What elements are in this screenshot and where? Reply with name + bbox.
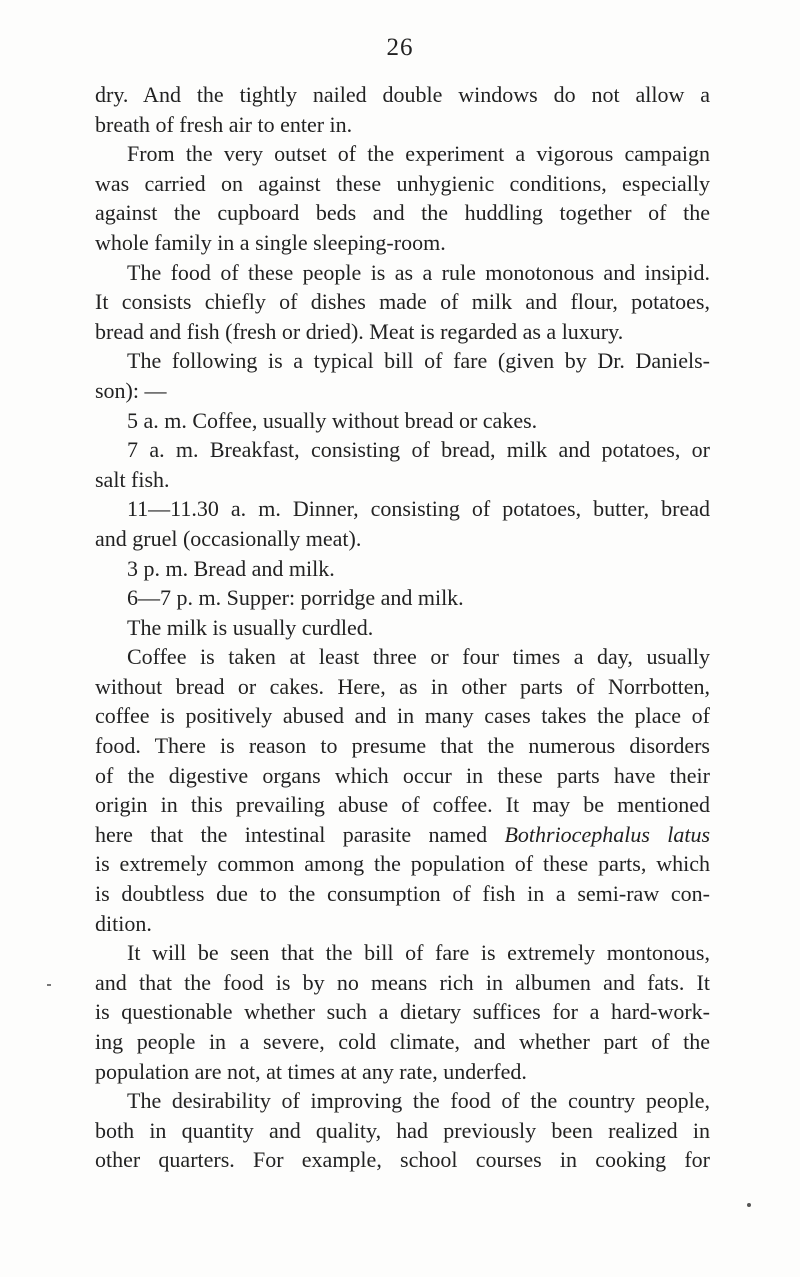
text-line: From the very outset of the experiment a vigorous campaign bbox=[127, 141, 710, 167]
text-line: origin in this prevailing abuse of coffee. It may be mentioned bbox=[95, 792, 710, 818]
margin-mark bbox=[47, 984, 51, 986]
text-line: 6—7 p. m. Supper: porridge and milk. bbox=[127, 585, 464, 611]
text-line: salt fish. bbox=[95, 466, 170, 492]
print-speck bbox=[747, 1203, 751, 1207]
text-line: The food of these people is as a rule monotonous and insipid. bbox=[127, 259, 710, 285]
text-line: The following is a typical bill of fare (given by Dr. Daniels- bbox=[127, 348, 710, 374]
text-line: food. There is reason to presume that the numerous disorders bbox=[95, 733, 710, 759]
meal-entry-6pm bbox=[95, 583, 710, 613]
text-line: 7 a. m. Breakfast, consisting of bread, milk and potatoes, or bbox=[127, 437, 710, 463]
paragraph-bill-assessment bbox=[95, 938, 710, 1086]
paragraph-food bbox=[95, 258, 710, 347]
text-line: of the digestive organs which occur in these parts have their bbox=[95, 762, 710, 788]
text-line-with-italic bbox=[95, 820, 710, 850]
text-line: 3 p. m. Bread and milk. bbox=[127, 555, 335, 581]
text-fragment: here that the intestinal parasite named bbox=[95, 821, 505, 847]
text-line: breath of fresh air to enter in. bbox=[95, 111, 353, 137]
paragraph-continuation bbox=[95, 80, 710, 139]
page-number: 26 bbox=[386, 34, 414, 61]
text-line: It will be seen that the bill of fare is extremely montonous, bbox=[127, 940, 710, 966]
text-line: It consists chiefly of dishes made of milk and flour, potatoes, bbox=[95, 289, 710, 315]
meal-entry-11am bbox=[95, 494, 710, 553]
text-line: The milk is usually curdled. bbox=[127, 614, 374, 640]
species-name: Bothriocephalus latus bbox=[504, 821, 711, 847]
text-line: population are not, at times at any rate, underfed. bbox=[95, 1058, 527, 1084]
text-line: bread and fish (fresh or dried). Meat is regarded as a luxury. bbox=[95, 318, 624, 344]
paragraph-coffee bbox=[95, 642, 710, 938]
text-line: ing people in a severe, cold climate, and whether part of the bbox=[95, 1029, 710, 1054]
paragraph-bill-intro bbox=[95, 346, 710, 405]
text-line: and gruel (occasionally meat). bbox=[95, 525, 362, 551]
text-line: whole family in a single sleeping-room. bbox=[95, 229, 446, 255]
meal-entry-7am bbox=[95, 435, 710, 494]
text-line: Coffee is taken at least three or four times a day, usually bbox=[127, 644, 710, 670]
text-line: both in quantity and quality, had previously been realized in bbox=[95, 1117, 710, 1143]
text-line: 5 a. m. Coffee, usually without bread or cakes. bbox=[127, 407, 538, 433]
paragraph-improving-food bbox=[95, 1086, 710, 1175]
text-line: was carried on against these unhygienic conditions, especially bbox=[95, 170, 710, 196]
text-line: is doubtless due to the consumption of fish in a semi-raw con- bbox=[95, 881, 710, 907]
text-line: against the cupboard beds and the huddling together of the bbox=[95, 200, 710, 226]
text-line: son): — bbox=[95, 377, 167, 403]
text-line: and that the food is by no means rich in albumen and fats. It bbox=[95, 969, 710, 995]
text-line: without bread or cakes. Here, as in other parts of Norrbotten, bbox=[95, 673, 710, 699]
text-line: dry. And the tightly nailed double windows do not allow a bbox=[95, 82, 710, 107]
body-text bbox=[95, 80, 710, 1175]
meal-entry-5am bbox=[95, 406, 710, 436]
text-line: is extremely common among the population of these parts, which bbox=[95, 851, 710, 877]
paragraph-campaign bbox=[95, 139, 710, 257]
text-line: other quarters. For example, school courses in cooking for bbox=[95, 1147, 710, 1173]
text-line: dition. bbox=[95, 910, 152, 936]
text-line: 11—11.30 a. m. Dinner, consisting of potatoes, butter, bread bbox=[127, 496, 710, 522]
paragraph-milk bbox=[95, 613, 710, 643]
meal-entry-3pm bbox=[95, 554, 710, 584]
text-line: The desirability of improving the food of the country people, bbox=[127, 1088, 710, 1114]
text-line: is questionable whether such a dietary suffices for a hard-work- bbox=[95, 999, 710, 1025]
text-line: coffee is positively abused and in many cases takes the place of bbox=[95, 703, 710, 729]
